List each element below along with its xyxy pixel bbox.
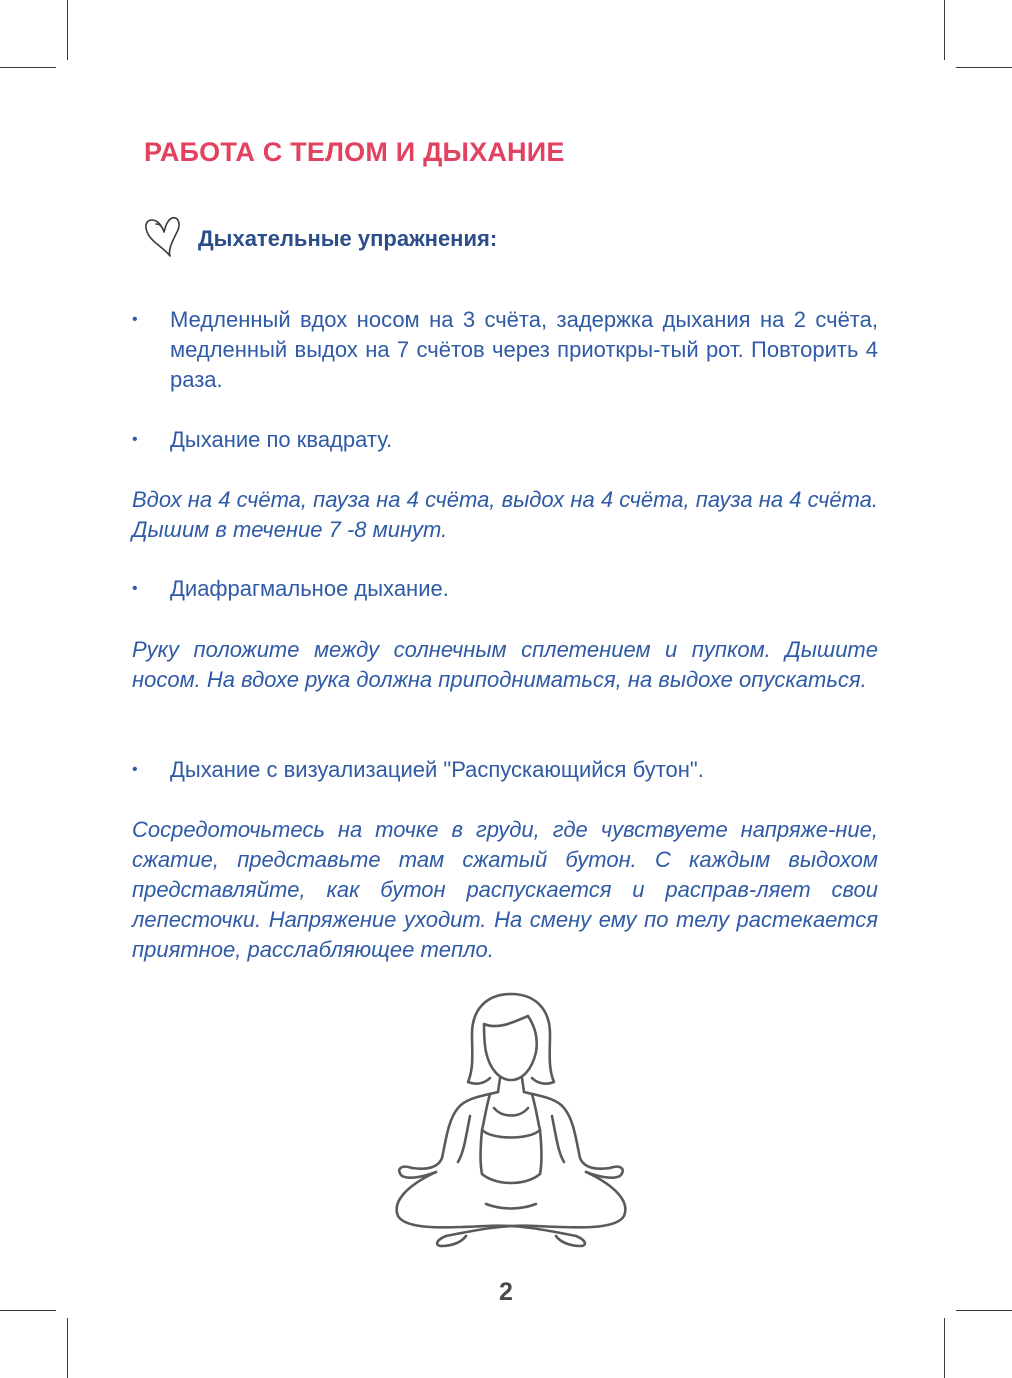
list-item bbox=[132, 574, 878, 606]
crop-mark bbox=[0, 1310, 56, 1311]
bullet: • bbox=[132, 580, 138, 597]
bullet: • bbox=[132, 311, 138, 328]
crop-mark bbox=[0, 67, 56, 68]
exercise-description: Сосредоточьтесь на точке в груди, где чувствуете напряже-ние, сжатие, представьте там сжатый бутон. С каждым выдохом представляйте, как бутон распускается и расправ-ляет свои лепесточки. Напряжение уходит. На смену ему по телу растекается приятное, расслабляющее тепло. bbox=[132, 817, 878, 962]
exercise-description: Вдох на 4 счёта, пауза на 4 счёта, выдох на 4 счёта, пауза на 4 счёта. Дышим в течение 7 -8 минут. bbox=[132, 487, 878, 542]
page-title: РАБОТА С ТЕЛОМ И ДЫХАНИЕ bbox=[144, 137, 565, 167]
crop-mark bbox=[67, 0, 68, 60]
exercise-text: Дыхание с визуализацией "Распускающийся бутон". bbox=[170, 757, 704, 782]
list-item bbox=[132, 425, 878, 457]
bullet: • bbox=[132, 761, 138, 778]
crop-mark bbox=[944, 0, 945, 60]
exercise-text: Дыхание по квадрату. bbox=[170, 427, 393, 452]
crop-mark bbox=[67, 1318, 68, 1378]
exercise-text: Медленный вдох носом на 3 счёта, задержка дыхания на 2 счёта, медленный выдох на 7 счётов через приоткры-тый рот. Повторить 4 раза. bbox=[170, 307, 878, 392]
crop-mark bbox=[944, 1318, 945, 1378]
exercise-description: Руку положите между солнечным сплетением и пупком. Дышите носом. На вдохе рука должна приподниматься, на выдохе опускаться. bbox=[132, 637, 878, 692]
list-item bbox=[132, 305, 878, 397]
bullet: • bbox=[132, 431, 138, 448]
meditating-woman-illustration bbox=[386, 990, 636, 1250]
exercise-text: Диафрагмальное дыхание. bbox=[170, 576, 449, 601]
crop-mark bbox=[956, 67, 1012, 68]
heart-outline-icon bbox=[142, 214, 182, 258]
list-item bbox=[132, 755, 878, 787]
crop-mark bbox=[956, 1310, 1012, 1311]
page-number: 2 bbox=[499, 1278, 513, 1306]
section-subtitle: Дыхательные упражнения: bbox=[198, 226, 498, 251]
